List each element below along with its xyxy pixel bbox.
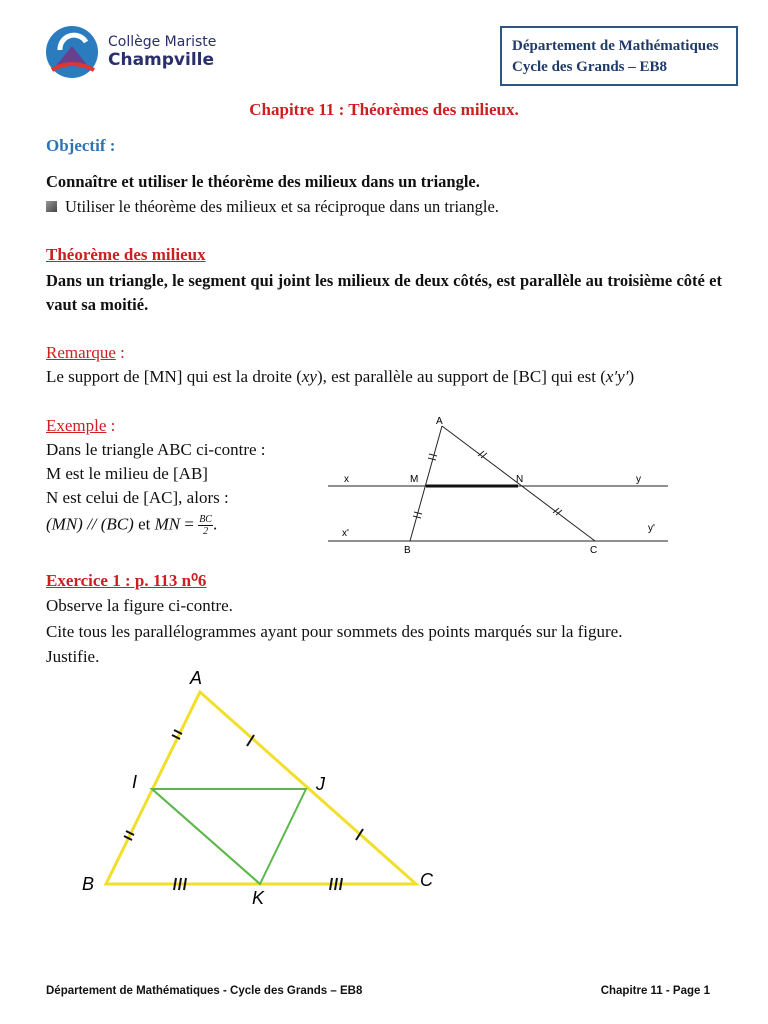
tick-bk-2 xyxy=(179,878,181,890)
exercice-heading: Exercice 1 : p. 113 n⁰6 xyxy=(46,571,207,590)
square-bullet-icon xyxy=(46,201,57,212)
fraction-bc-over-2 xyxy=(198,514,213,537)
label-exo-b: B xyxy=(82,874,95,894)
exemple-line4 xyxy=(46,514,217,537)
exemple-heading-colon: : xyxy=(106,416,116,435)
exercice-line1: Observe la figure ci-contre. xyxy=(46,596,233,615)
remarque-heading xyxy=(46,343,125,363)
logo-text-line2: Champville xyxy=(108,50,215,70)
objectif-bullet xyxy=(46,197,499,217)
exercice-line2: Cite tous les parallélogrammes ayant pour sommets des points marqués sur la figure. xyxy=(46,622,623,641)
label-m: M xyxy=(410,474,419,485)
remarque-text-1: Le support de [MN] qui est la droite ( xyxy=(46,367,302,386)
exemple-heading-text: Exemple xyxy=(46,416,107,435)
department-box xyxy=(500,26,738,86)
label-a: A xyxy=(436,416,443,427)
department-line1: Département de Mathématiques xyxy=(512,38,719,54)
label-exo-j: J xyxy=(316,774,325,794)
label-xp: x' xyxy=(342,528,349,539)
exemple-eq: = xyxy=(180,514,199,534)
exemple-triangle-figure xyxy=(320,410,680,560)
exemple-line2: M est le milieu de [AB] xyxy=(46,464,208,483)
exemple-line1: Dans le triangle ABC ci-contre : xyxy=(46,440,266,459)
chapter-title: Chapitre 11 : Théorèmes des milieux. xyxy=(249,100,519,119)
exemple-heading xyxy=(46,416,115,436)
tick-bk-3 xyxy=(184,878,186,890)
label-c: C xyxy=(590,545,598,556)
label-exo-c: C xyxy=(420,870,433,890)
exemple-period: . xyxy=(212,514,218,534)
segment-ik xyxy=(152,789,260,884)
remarque-heading-text: Remarque xyxy=(46,343,116,362)
tick-bk-1 xyxy=(174,878,176,890)
footer-right: Chapitre 11 - Page 1 xyxy=(600,985,710,997)
fraction-numerator: BC xyxy=(199,514,212,525)
label-yp: y' xyxy=(648,523,655,534)
exercice-tick-marks xyxy=(124,730,363,890)
theoreme-heading: Théorème des milieux xyxy=(46,245,206,264)
tick-am-1 xyxy=(429,454,437,456)
objectif-bullet-text: Utiliser le théorème des milieux et sa réciproque dans un triangle. xyxy=(65,197,499,216)
department-line2: Cycle des Grands – EB8 xyxy=(512,59,668,75)
remarque-text-3: ) xyxy=(628,367,635,386)
remarque-heading-colon: : xyxy=(115,343,125,362)
label-exo-a: A xyxy=(190,668,203,688)
theoreme-body: Dans un triangle, le segment qui joint les milieux de deux côtés, est parallèle au troisième côté et vaut sa moitié. xyxy=(46,271,722,314)
exemple-parallel: (MN) // (BC) xyxy=(46,514,134,534)
label-exo-k: K xyxy=(252,888,265,908)
triangle-ijk xyxy=(152,789,306,884)
label-b: B xyxy=(404,545,411,556)
label-n: N xyxy=(516,474,524,485)
label-exo-i: I xyxy=(132,772,138,792)
exercice-line3: Justifie. xyxy=(46,647,100,666)
remarque-body xyxy=(46,367,634,387)
logo-text-line1: Collège Mariste xyxy=(108,34,217,50)
tick-kc-3 xyxy=(340,878,342,890)
tick-kc-2 xyxy=(335,878,337,890)
objectif-heading: Objectif : xyxy=(46,136,116,155)
exercice-triangle-figure xyxy=(70,664,460,914)
exemple-mn: MN xyxy=(154,514,181,534)
remarque-xy: xy xyxy=(301,367,317,386)
objectif-main: Connaître et utiliser le théorème des milieux dans un triangle. xyxy=(46,172,480,191)
tick-kc-1 xyxy=(330,878,332,890)
remarque-xpyp: x′y′ xyxy=(605,367,629,386)
tick-am-2 xyxy=(428,458,436,460)
label-x: x xyxy=(344,474,349,485)
fraction-denominator: 2 xyxy=(203,526,209,537)
label-y: y xyxy=(636,474,641,485)
logo-emblem-icon xyxy=(44,24,104,80)
exemple-et: et xyxy=(133,514,155,534)
remarque-text-2: ), est parallèle au support de [BC] qui est ( xyxy=(316,367,606,386)
exemple-line3: N est celui de [AC], alors : xyxy=(46,488,229,507)
footer-left: Département de Mathématiques - Cycle des Grands – EB8 xyxy=(46,985,363,997)
